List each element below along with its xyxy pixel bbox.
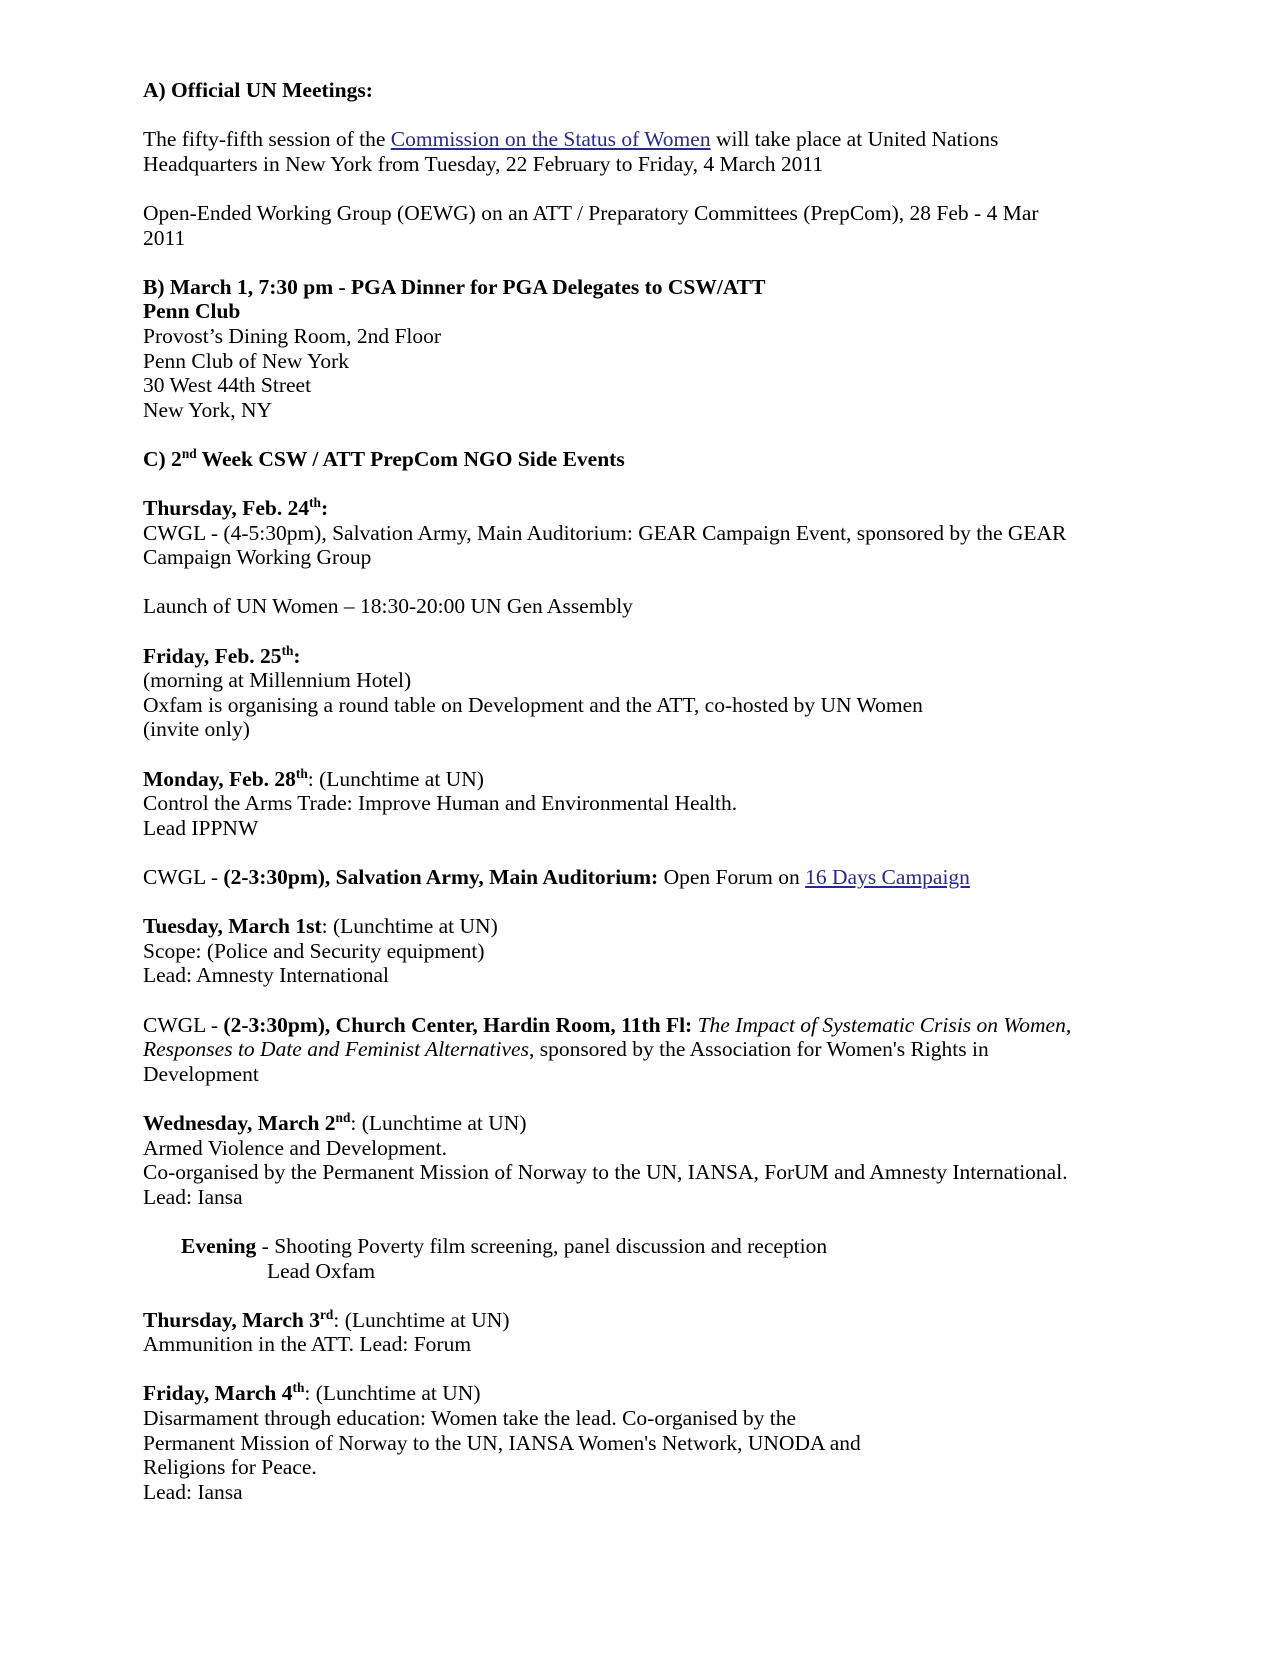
section-b-venue: [143, 299, 1083, 324]
event-date-label: Tuesday, March 1st: [143, 914, 322, 939]
spacer: [143, 1283, 1083, 1308]
spacer: [143, 619, 1083, 644]
spacer: [143, 1086, 1083, 1111]
spacer: [143, 988, 1083, 1013]
16-days-campaign-link[interactable]: 16 Days Campaign: [805, 865, 970, 889]
document-body: [143, 78, 1083, 1504]
event-detail-line: [143, 1406, 1083, 1431]
date-prefix: Monday, Feb. 28: [143, 766, 296, 791]
event-cwgl-church-center: [143, 1013, 1083, 1087]
spacer: [143, 570, 1083, 595]
cwgl-prefix: CWGL -: [143, 865, 224, 889]
cwgl-prefix: CWGL -: [143, 1012, 224, 1037]
event-date-monday-feb-28: [143, 767, 1083, 792]
oxfam-round-table-text: Oxfam is organising a round table on Development and the ATT, co-hosted by UN Women: [143, 692, 923, 717]
event-detail-line: [143, 1185, 1083, 1210]
date-prefix: Friday, Feb. 25: [143, 643, 282, 668]
section-b-heading: [143, 275, 1083, 300]
lead-oxfam-text: Lead Oxfam: [267, 1258, 376, 1283]
spacer: [143, 472, 1083, 497]
date-suffix: : (Lunchtime at UN): [350, 1110, 527, 1135]
date-prefix: Friday, March 4: [143, 1381, 293, 1406]
event-date-label: [143, 496, 328, 520]
spacer: [143, 103, 1083, 128]
disarmament-education-text: Disarmament through education: Women take the lead. Co-organised by the: [143, 1406, 797, 1431]
address-line-2: Penn Club of New York: [143, 348, 350, 373]
date-suffix: : (Lunchtime at UN): [304, 1381, 481, 1406]
date-ordinal: th: [309, 494, 321, 510]
event-detail-line: [143, 1431, 1083, 1456]
lead-ippnw-text: Lead IPPNW: [143, 815, 259, 840]
event-evening-lead: [143, 1259, 1083, 1284]
event-evening-shooting-poverty: [143, 1234, 1083, 1259]
evening-description: - Shooting Poverty film screening, panel discussion and reception: [256, 1233, 828, 1258]
event-detail-line: [143, 521, 1083, 570]
event-date-tuesday-march-1: [143, 914, 1083, 939]
millennium-hotel-note: (morning at Millennium Hotel): [143, 668, 412, 693]
section-b-address-line-4: [143, 398, 1083, 423]
section-c-heading-prefix: C) 2: [143, 446, 182, 471]
control-arms-trade-text: Control the Arms Trade: Improve Human and Environmental Health.: [143, 791, 738, 816]
lead-amnesty-text: Lead: Amnesty International: [143, 963, 389, 988]
section-b-heading-text: B) March 1, 7:30 pm - PGA Dinner for PGA Delegates to CSW/ATT: [143, 274, 766, 299]
invite-only-note: (invite only): [143, 717, 250, 742]
event-detail-line: [143, 791, 1083, 816]
date-suffix: : (Lunchtime at UN): [307, 766, 484, 791]
address-line-4: New York, NY: [143, 397, 273, 422]
event-date-friday-march-4: [143, 1381, 1083, 1406]
date-ordinal: rd: [320, 1306, 334, 1322]
section-a-heading: [143, 78, 1083, 103]
event-detail-line: [143, 1160, 1083, 1185]
section-c-heading-text: [143, 447, 625, 471]
cwgl-time-venue: (2-3:30pm), Church Center, Hardin Room, 11th Fl:: [223, 1012, 693, 1037]
event-date-label: [143, 644, 301, 668]
event-date-wednesday-march-2: [143, 1111, 1083, 1136]
commission-on-the-status-of-women-link[interactable]: Commission on the Status of Women: [390, 127, 711, 152]
event-detail-line: [143, 1332, 1083, 1357]
section-a-paragraph-2: [143, 201, 1083, 250]
date-suffix: :: [293, 643, 301, 668]
date-suffix: : (Lunchtime at UN): [333, 1307, 510, 1332]
cwgl-event-title: The Impact of Systematic Crisis on Women, Responses to Date and Feminist Alternatives: [143, 1012, 1072, 1062]
date-suffix: : (Lunchtime at UN): [321, 914, 498, 939]
date-suffix: :: [320, 496, 329, 521]
spacer: [143, 422, 1083, 447]
launch-un-women-text: Launch of UN Women – 18:30-20:00 UN Gen Assembly: [143, 594, 633, 619]
event-date-thursday-feb-24: [143, 496, 1083, 521]
date-prefix: Thursday, Feb. 24: [143, 496, 310, 521]
event-detail-line: [143, 1480, 1083, 1505]
event-detail-line: [143, 939, 1083, 964]
event-detail-line: [143, 963, 1083, 988]
event-date-label: [143, 1111, 350, 1135]
ammunition-att-text: Ammunition in the ATT. Lead: Forum: [143, 1332, 472, 1357]
event-launch-un-women: [143, 594, 1083, 619]
cwgl-time-venue: (2-3:30pm), Salvation Army, Main Auditorium:: [223, 865, 659, 889]
para1-before-link: The fifty-fifth session of the: [143, 127, 391, 152]
event-detail-line: [143, 1136, 1083, 1161]
section-a-paragraph-1: [143, 127, 1083, 176]
date-ordinal: th: [292, 1380, 305, 1396]
gear-campaign-event-text: CWGL - (4-5:30pm), Salvation Army, Main Auditorium: GEAR Campaign Event, sponsored by the GEAR Campaign Working Group: [143, 520, 1067, 570]
cwgl-sponsor-text: , sponsored by the Association for Women's Rights in Development: [143, 1037, 989, 1086]
date-prefix: Thursday, March 3: [143, 1307, 321, 1332]
event-detail-line: [143, 717, 1083, 742]
event-detail-line: [143, 668, 1083, 693]
spacer: [143, 890, 1083, 915]
cwgl-mid-text: Open Forum on: [658, 865, 806, 889]
section-b-address-line-1: [143, 324, 1083, 349]
scope-police-security-text: Scope: (Police and Security equipment): [143, 938, 485, 963]
address-line-1: Provost’s Dining Room, 2nd Floor: [143, 323, 442, 348]
spacer: [143, 742, 1083, 767]
spacer: [143, 176, 1083, 201]
para1-after-link: will take place at United Nations Headquarters in New York from Tuesday, 22 February to Friday, 4 March 2011: [143, 127, 999, 176]
evening-label: Evening: [181, 1233, 257, 1258]
spacer: [143, 840, 1083, 865]
permanent-mission-norway-text: Permanent Mission of Norway to the UN, IANSA Women's Network, UNODA and: [143, 1430, 861, 1455]
date-ordinal: th: [295, 765, 308, 781]
date-ordinal: nd: [335, 1109, 351, 1125]
lead-iansa-final-text: Lead: Iansa: [143, 1479, 243, 1504]
section-c-heading: [143, 447, 1083, 472]
address-line-3: 30 West 44th Street: [143, 373, 312, 398]
spacer: [143, 1209, 1083, 1234]
event-cwgl-salvation-army-open-forum: [143, 865, 1083, 890]
event-detail-line: [143, 693, 1083, 718]
date-prefix: Wednesday, March 2: [143, 1110, 336, 1135]
event-detail-line: [143, 1455, 1083, 1480]
section-b-address-line-3: [143, 373, 1083, 398]
date-ordinal: th: [281, 642, 294, 658]
armed-violence-development-text: Armed Violence and Development.: [143, 1135, 447, 1160]
section-c-heading-ordinal: nd: [181, 445, 197, 461]
spacer: [143, 1357, 1083, 1382]
penn-club-label: Penn Club: [143, 299, 241, 324]
event-date-thursday-march-3: [143, 1308, 1083, 1333]
co-organised-norway-text: Co-organised by the Permanent Mission of Norway to the UN, IANSA, ForUM and Amnesty International.: [143, 1160, 1068, 1185]
section-a-heading-text: A) Official UN Meetings:: [143, 78, 373, 102]
event-date-label: [143, 1308, 333, 1332]
section-b-address-line-2: [143, 349, 1083, 374]
event-date-label: [143, 1381, 304, 1405]
spacer: [143, 250, 1083, 275]
lead-iansa-text: Lead: Iansa: [143, 1184, 243, 1209]
oewg-prepcom-text: Open-Ended Working Group (OEWG) on an ATT / Preparatory Committees (PrepCom), 28 Feb - 4 Mar 2011: [143, 200, 1039, 250]
section-c-heading-suffix: Week CSW / ATT PrepCom NGO Side Events: [196, 446, 625, 471]
religions-for-peace-text: Religions for Peace.: [143, 1455, 317, 1480]
event-date-label: [143, 767, 308, 791]
event-detail-line: [143, 816, 1083, 841]
event-date-friday-feb-25: [143, 644, 1083, 669]
